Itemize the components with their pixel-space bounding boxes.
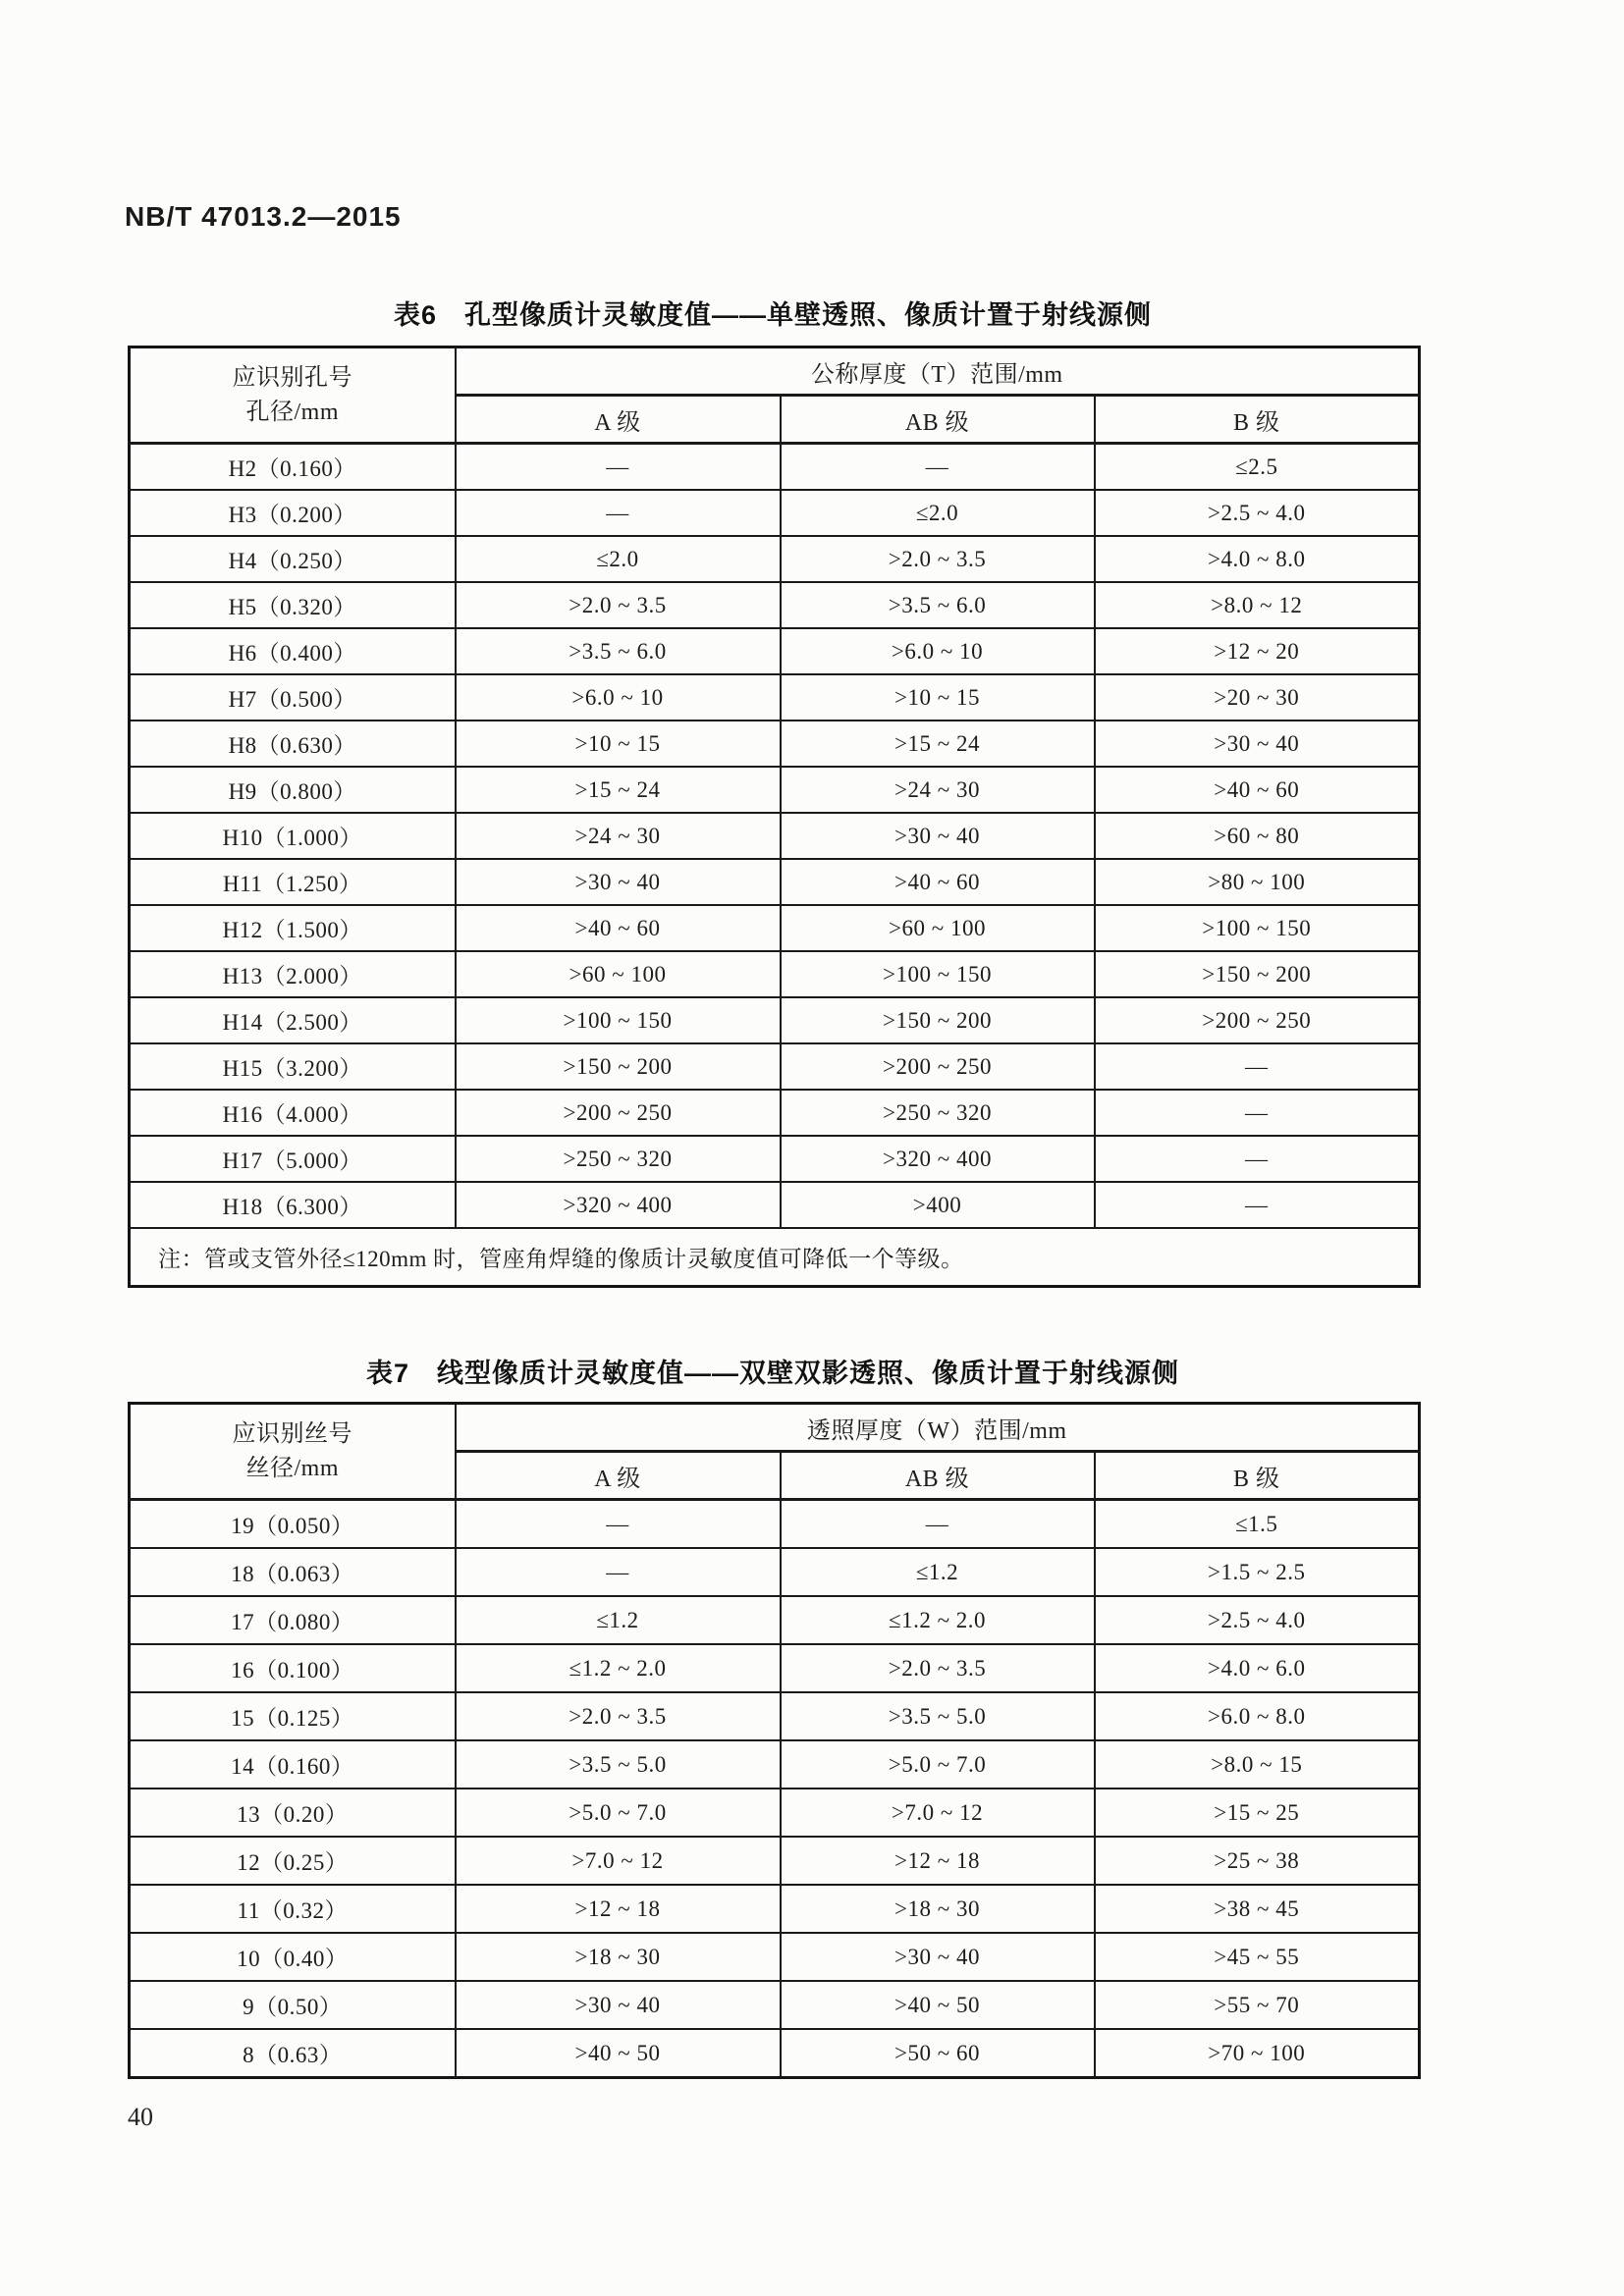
value-cell: >40 ~ 60 (456, 905, 781, 951)
row-label-cell: 13（0.20） (130, 1789, 456, 1837)
value-cell: >3.5 ~ 6.0 (456, 628, 781, 674)
value-cell: >24 ~ 30 (456, 813, 781, 859)
row-label-cell: H13（2.000） (130, 951, 456, 997)
value-cell: >7.0 ~ 12 (781, 1789, 1095, 1837)
value-cell: ≤1.2 ~ 2.0 (456, 1644, 781, 1692)
value-cell: >12 ~ 18 (781, 1837, 1095, 1885)
value-cell: >5.0 ~ 7.0 (781, 1740, 1095, 1789)
row-label-cell: 10（0.40） (130, 1933, 456, 1981)
table-row (130, 1644, 1420, 1692)
row-label-cell: H3（0.200） (130, 490, 456, 536)
value-cell: >2.0 ~ 3.5 (456, 1692, 781, 1740)
value-cell: >3.5 ~ 5.0 (781, 1692, 1095, 1740)
value-cell: >2.0 ~ 3.5 (781, 536, 1095, 582)
value-cell: >320 ~ 400 (781, 1136, 1095, 1182)
value-cell: >4.0 ~ 8.0 (1095, 536, 1420, 582)
value-cell: >60 ~ 80 (1095, 813, 1420, 859)
value-cell: >18 ~ 30 (456, 1933, 781, 1981)
table-row (130, 1789, 1420, 1837)
row-label-cell: 17（0.080） (130, 1596, 456, 1644)
table-row (130, 813, 1420, 859)
value-cell: ≤2.0 (456, 536, 781, 582)
table7-title: 表7 线型像质计灵敏度值——双壁双影透照、像质计置于射线源侧 (365, 1359, 1179, 1388)
value-cell: >40 ~ 50 (781, 1981, 1095, 2029)
value-cell: — (456, 1548, 781, 1596)
value-cell: >2.0 ~ 3.5 (456, 582, 781, 628)
value-cell: >70 ~ 100 (1095, 2029, 1420, 2078)
row-label-cell: H2（0.160） (130, 444, 456, 491)
table-row (130, 2029, 1420, 2078)
value-cell: >38 ~ 45 (1095, 1885, 1420, 1933)
row-label-cell: H18（6.300） (130, 1182, 456, 1228)
table6-title: 表6 孔型像质计灵敏度值——单壁透照、像质计置于射线源侧 (393, 300, 1152, 330)
table7-grade-ab-header: AB 级 (781, 1452, 1095, 1500)
value-cell: >2.5 ~ 4.0 (1095, 1596, 1420, 1644)
value-cell: >8.0 ~ 15 (1095, 1740, 1420, 1789)
value-cell: >100 ~ 150 (781, 951, 1095, 997)
value-cell: >2.0 ~ 3.5 (781, 1644, 1095, 1692)
value-cell: ≤1.2 ~ 2.0 (781, 1596, 1095, 1644)
value-cell: ≤2.0 (781, 490, 1095, 536)
value-cell: >10 ~ 15 (781, 674, 1095, 721)
row-label-cell: 16（0.100） (130, 1644, 456, 1692)
table-row (130, 1837, 1420, 1885)
row-label-cell: 12（0.25） (130, 1837, 456, 1885)
row-label-cell: H16（4.000） (130, 1090, 456, 1136)
value-cell: >24 ~ 30 (781, 767, 1095, 813)
table-row (130, 444, 1420, 491)
table6-note: 注：管或支管外径≤120mm 时，管座角焊缝的像质计灵敏度值可降低一个等级。 (130, 1228, 1420, 1287)
value-cell: >40 ~ 50 (456, 2029, 781, 2078)
table-row (130, 1043, 1420, 1090)
table-row (130, 1596, 1420, 1644)
value-cell: >15 ~ 24 (456, 767, 781, 813)
table7-row-header (130, 1404, 456, 1500)
value-cell: >30 ~ 40 (456, 1981, 781, 2029)
row-label-cell: 9（0.50） (130, 1981, 456, 2029)
table6-row-header-line1: 应识别孔号 (232, 364, 352, 391)
row-label-cell: H14（2.500） (130, 997, 456, 1043)
table-row (130, 1692, 1420, 1740)
value-cell: >200 ~ 250 (781, 1043, 1095, 1090)
value-cell: — (456, 444, 781, 491)
table-row (130, 1182, 1420, 1228)
row-label-cell: H17（5.000） (130, 1136, 456, 1182)
table6-row-header (130, 347, 456, 444)
row-label-cell: H8（0.630） (130, 721, 456, 767)
value-cell: >100 ~ 150 (1095, 905, 1420, 951)
row-label-cell: H9（0.800） (130, 767, 456, 813)
table7-row-header-line1: 应识别丝号 (232, 1420, 352, 1447)
value-cell: >15 ~ 24 (781, 721, 1095, 767)
table6-header-row-1 (130, 347, 1420, 396)
value-cell: — (781, 444, 1095, 491)
value-cell: >60 ~ 100 (781, 905, 1095, 951)
table7-grade-a-header: A 级 (456, 1452, 781, 1500)
value-cell: >30 ~ 40 (456, 859, 781, 905)
row-label-cell: 11（0.32） (130, 1885, 456, 1933)
value-cell: >7.0 ~ 12 (456, 1837, 781, 1885)
table7-wire-type-iqi (128, 1402, 1421, 2079)
table6-span-header: 公称厚度（T）范围/mm (456, 347, 1420, 396)
value-cell: >150 ~ 200 (1095, 951, 1420, 997)
value-cell: >6.0 ~ 10 (781, 628, 1095, 674)
value-cell: >150 ~ 200 (456, 1043, 781, 1090)
value-cell: — (456, 490, 781, 536)
table-row (130, 997, 1420, 1043)
table6-note-row (130, 1228, 1420, 1287)
value-cell: — (456, 1500, 781, 1549)
value-cell: >50 ~ 60 (781, 2029, 1095, 2078)
value-cell: >200 ~ 250 (456, 1090, 781, 1136)
value-cell: — (781, 1500, 1095, 1549)
value-cell: >18 ~ 30 (781, 1885, 1095, 1933)
table7-header-row-1 (130, 1404, 1420, 1452)
value-cell: — (1095, 1136, 1420, 1182)
table-row (130, 859, 1420, 905)
page-number: 40 (128, 2103, 153, 2131)
table-row (130, 1500, 1420, 1549)
value-cell: >250 ~ 320 (781, 1090, 1095, 1136)
table7-grade-b-header: B 级 (1095, 1452, 1420, 1500)
value-cell: >30 ~ 40 (781, 813, 1095, 859)
value-cell: >20 ~ 30 (1095, 674, 1420, 721)
value-cell: ≤1.2 (781, 1548, 1095, 1596)
value-cell: >320 ~ 400 (456, 1182, 781, 1228)
table-row (130, 1885, 1420, 1933)
value-cell: >5.0 ~ 7.0 (456, 1789, 781, 1837)
table-row (130, 536, 1420, 582)
value-cell: >25 ~ 38 (1095, 1837, 1420, 1885)
value-cell: >4.0 ~ 6.0 (1095, 1644, 1420, 1692)
value-cell: >2.5 ~ 4.0 (1095, 490, 1420, 536)
standard-number: NB/T 47013.2—2015 (125, 201, 402, 232)
row-label-cell: 14（0.160） (130, 1740, 456, 1789)
table-row (130, 674, 1420, 721)
value-cell: >400 (781, 1182, 1095, 1228)
table6-grade-b-header: B 级 (1095, 396, 1420, 444)
row-label-cell: 15（0.125） (130, 1692, 456, 1740)
row-label-cell: 8（0.63） (130, 2029, 456, 2078)
table6-row-header-line2: 孔径/mm (245, 399, 339, 425)
row-label-cell: 19（0.050） (130, 1500, 456, 1549)
row-label-cell: H7（0.500） (130, 674, 456, 721)
value-cell: >3.5 ~ 6.0 (781, 582, 1095, 628)
table-row (130, 1981, 1420, 2029)
row-label-cell: H6（0.400） (130, 628, 456, 674)
row-label-cell: H11（1.250） (130, 859, 456, 905)
value-cell: >15 ~ 25 (1095, 1789, 1420, 1837)
table-row (130, 582, 1420, 628)
table-row (130, 1740, 1420, 1789)
value-cell: — (1095, 1043, 1420, 1090)
table7-span-header: 透照厚度（W）范围/mm (456, 1404, 1420, 1452)
table6-hole-type-iqi (128, 346, 1421, 1288)
value-cell: ≤1.5 (1095, 1500, 1420, 1549)
value-cell: >250 ~ 320 (456, 1136, 781, 1182)
row-label-cell: H15（3.200） (130, 1043, 456, 1090)
value-cell: ≤1.2 (456, 1596, 781, 1644)
value-cell: >8.0 ~ 12 (1095, 582, 1420, 628)
value-cell: ≤2.5 (1095, 444, 1420, 491)
value-cell: >45 ~ 55 (1095, 1933, 1420, 1981)
value-cell: — (1095, 1090, 1420, 1136)
row-label-cell: H5（0.320） (130, 582, 456, 628)
value-cell: >30 ~ 40 (781, 1933, 1095, 1981)
value-cell: — (1095, 1182, 1420, 1228)
value-cell: >200 ~ 250 (1095, 997, 1420, 1043)
table7-row-header-line2: 丝径/mm (245, 1455, 339, 1481)
value-cell: >100 ~ 150 (456, 997, 781, 1043)
value-cell: >40 ~ 60 (1095, 767, 1420, 813)
row-label-cell: H4（0.250） (130, 536, 456, 582)
row-label-cell: H10（1.000） (130, 813, 456, 859)
row-label-cell: H12（1.500） (130, 905, 456, 951)
row-label-cell: 18（0.063） (130, 1548, 456, 1596)
value-cell: >40 ~ 60 (781, 859, 1095, 905)
table-row (130, 767, 1420, 813)
table-row (130, 490, 1420, 536)
value-cell: >30 ~ 40 (1095, 721, 1420, 767)
table-row (130, 1933, 1420, 1981)
table-row (130, 905, 1420, 951)
value-cell: >80 ~ 100 (1095, 859, 1420, 905)
value-cell: >55 ~ 70 (1095, 1981, 1420, 2029)
value-cell: >6.0 ~ 8.0 (1095, 1692, 1420, 1740)
value-cell: >60 ~ 100 (456, 951, 781, 997)
value-cell: >3.5 ~ 5.0 (456, 1740, 781, 1789)
table-row (130, 951, 1420, 997)
table-row (130, 1136, 1420, 1182)
value-cell: >6.0 ~ 10 (456, 674, 781, 721)
table-row (130, 628, 1420, 674)
value-cell: >12 ~ 18 (456, 1885, 781, 1933)
value-cell: >10 ~ 15 (456, 721, 781, 767)
table-row (130, 1548, 1420, 1596)
value-cell: >1.5 ~ 2.5 (1095, 1548, 1420, 1596)
table-row (130, 721, 1420, 767)
table-row (130, 1090, 1420, 1136)
value-cell: >12 ~ 20 (1095, 628, 1420, 674)
table6-grade-ab-header: AB 级 (781, 396, 1095, 444)
value-cell: >150 ~ 200 (781, 997, 1095, 1043)
table6-grade-a-header: A 级 (456, 396, 781, 444)
